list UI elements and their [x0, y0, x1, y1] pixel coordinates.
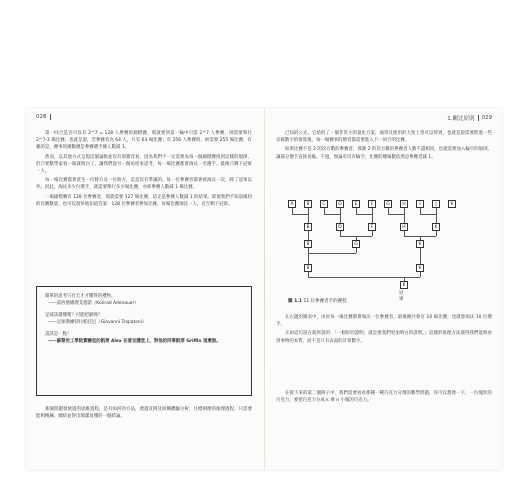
paragraph: 正如這句話在就所說的：「一個好的證明，就是要我們更加明白的證明。」這樣的推理方法使得我們能夠看到事物的本質，而不是只有表面的計算數字。 — [276, 331, 492, 344]
figure-label: 圖 1.1 — [288, 299, 303, 304]
bracket-node: H — [400, 200, 408, 208]
bracket-node: K — [448, 200, 456, 208]
bracket-champion-node: K — [400, 281, 408, 289]
paragraph: 在接下來的第二個例子中，我們需要看看那種一種巧克力分割的數學問題，你可以想像一下，一位塊狀的巧克力，要把巧克力分成 k 乘 n 小塊的巧克力。 — [276, 391, 492, 404]
quote-box — [36, 286, 252, 396]
quote-attribution: ——足球教練特拉帕托尼（Giovanni Trapatoni） — [48, 320, 147, 325]
left-page-body-bottom — [36, 406, 252, 422]
bracket-node: K — [432, 223, 440, 231]
quote-text: 請該是一點！ — [45, 332, 72, 337]
figure-caption — [288, 298, 347, 304]
paragraph: 每一場比賽都會產生一位勝方及一位敗方，這是沒有爭議的。每一位參賽者都會被淘汰一次，除了冠軍以外。因此，淘汰多少位選手，就需要舉行多少場比賽，亦即參賽人數減 1 場比賽。 — [36, 178, 252, 191]
bracket-node: J — [432, 200, 440, 208]
quote-attribution: ——前西德總理艾德諾（Konrad Adenauer） — [48, 301, 139, 306]
left-page-body — [36, 130, 252, 210]
bracket-node: E — [352, 200, 360, 208]
book-spread — [26, 108, 502, 470]
paragraph: 如果比賽不是 2 的次方數的參賽者，那麼 2 的次方數的參賽者人數不盡相同，也就需要加入輪空的規則，讓部分選手直接晉級。不過，無論有沒有輪空，比賽的總場數依然是參賽者減 1。 — [276, 147, 492, 160]
paragraph: 第一回合是否可以有 2^7 = 128 人參賽的錦標賽，那就要到第一輪中只需 2^7 人參賽，則需要舉行 2^7-1 場比賽，也就是說，若參賽者為 64 人，只有 63 場比賽；有 256 人參賽時，則需要 255 場比賽，有趣的是，賽事的總數總是參賽選手總人數減 1。 — [36, 131, 252, 151]
bracket-node: G — [352, 240, 360, 248]
header-divider — [478, 115, 479, 121]
right-page-header — [447, 114, 492, 122]
paragraph: 在右邊的圖表中，由於每一場比賽都會淘汰一位參賽者，最後總共會有 10 場比賽，也就會淘汰 10 位選手。 — [276, 315, 492, 328]
bracket-node: C — [320, 200, 328, 208]
bracket-node: G — [384, 200, 392, 208]
right-page-body-middle — [276, 314, 492, 347]
quote-attribution: ——蘇黎世工學院實驗室的凱蒂 Alex 在發言講堂上，對他的同事凱蒂 Griffin 這麼說。 — [48, 339, 221, 344]
left-page-header — [36, 114, 51, 120]
bracket-node: A — [288, 200, 296, 208]
chapter-title: 1.關比原則 — [447, 116, 475, 122]
right-page-body — [276, 130, 492, 163]
bracket-node: F — [368, 200, 376, 208]
header-divider — [50, 114, 51, 120]
bracket-node: D — [336, 200, 344, 208]
right-page-number: 029 — [481, 115, 492, 121]
paragraph: 一場錦標賽有 128 位參賽者，那就需要 127 場比賽，這正是參賽人數減 1 的結果。即使我們不知道確切的比賽數量，也可以很快地知道答案：128 位參賽者參加比賽，每場比賽淘汰一人，直至剩下冠軍。 — [36, 194, 252, 207]
quote-text: 簡單的思考只有天才才懂得的禮物。 — [45, 294, 116, 299]
bracket-node: B — [304, 240, 312, 248]
bracket-node: F — [368, 223, 376, 231]
quote-text: 足球該讀懂嗎？可能吧解嗎？ — [45, 313, 103, 318]
champion-label: 冠軍 — [399, 291, 404, 302]
bracket-node: K — [416, 240, 424, 248]
figure-text: 11 位參賽者手的賽程 — [303, 299, 347, 304]
left-page-number: 028 — [36, 114, 47, 120]
paragraph: 已知的公式，它給的了一個非常小的量化方案，通常及使用的大致上常可以得到，也就是說需要跨過一些多餘數字的推算後，每一場賽事的勝者都需要進入下一回合的比賽。 — [276, 131, 492, 144]
right-page-body-bottom — [276, 390, 492, 406]
bracket-node: K — [416, 264, 424, 272]
paragraph: 然而，以其他方式呈現這個論點並沒有那麼容易，因為我們不一定需要為每一個錦標賽找到這樣的規律，但只要數學家看一眼就明白了。讓我們從另一個角度來思考，每一場比賽都會淘汰一名選手，最後只剩下冠軍一人。 — [36, 154, 252, 175]
bracket-node: B — [304, 264, 312, 272]
paragraph: 那個問題發展過的思維過程，是有如何的方法，透過反例及結構體驗分析，目標則便的推理過程，只需要能夠精鍊、總結並得出簡潔易懂的一個結論。 — [36, 407, 252, 420]
book-gutter — [264, 108, 265, 470]
bracket-node: I — [416, 200, 424, 208]
bracket-node: B — [304, 200, 312, 208]
bracket-node: H — [400, 223, 408, 231]
bracket-node: B — [304, 223, 312, 231]
bracket-node: D — [336, 223, 344, 231]
